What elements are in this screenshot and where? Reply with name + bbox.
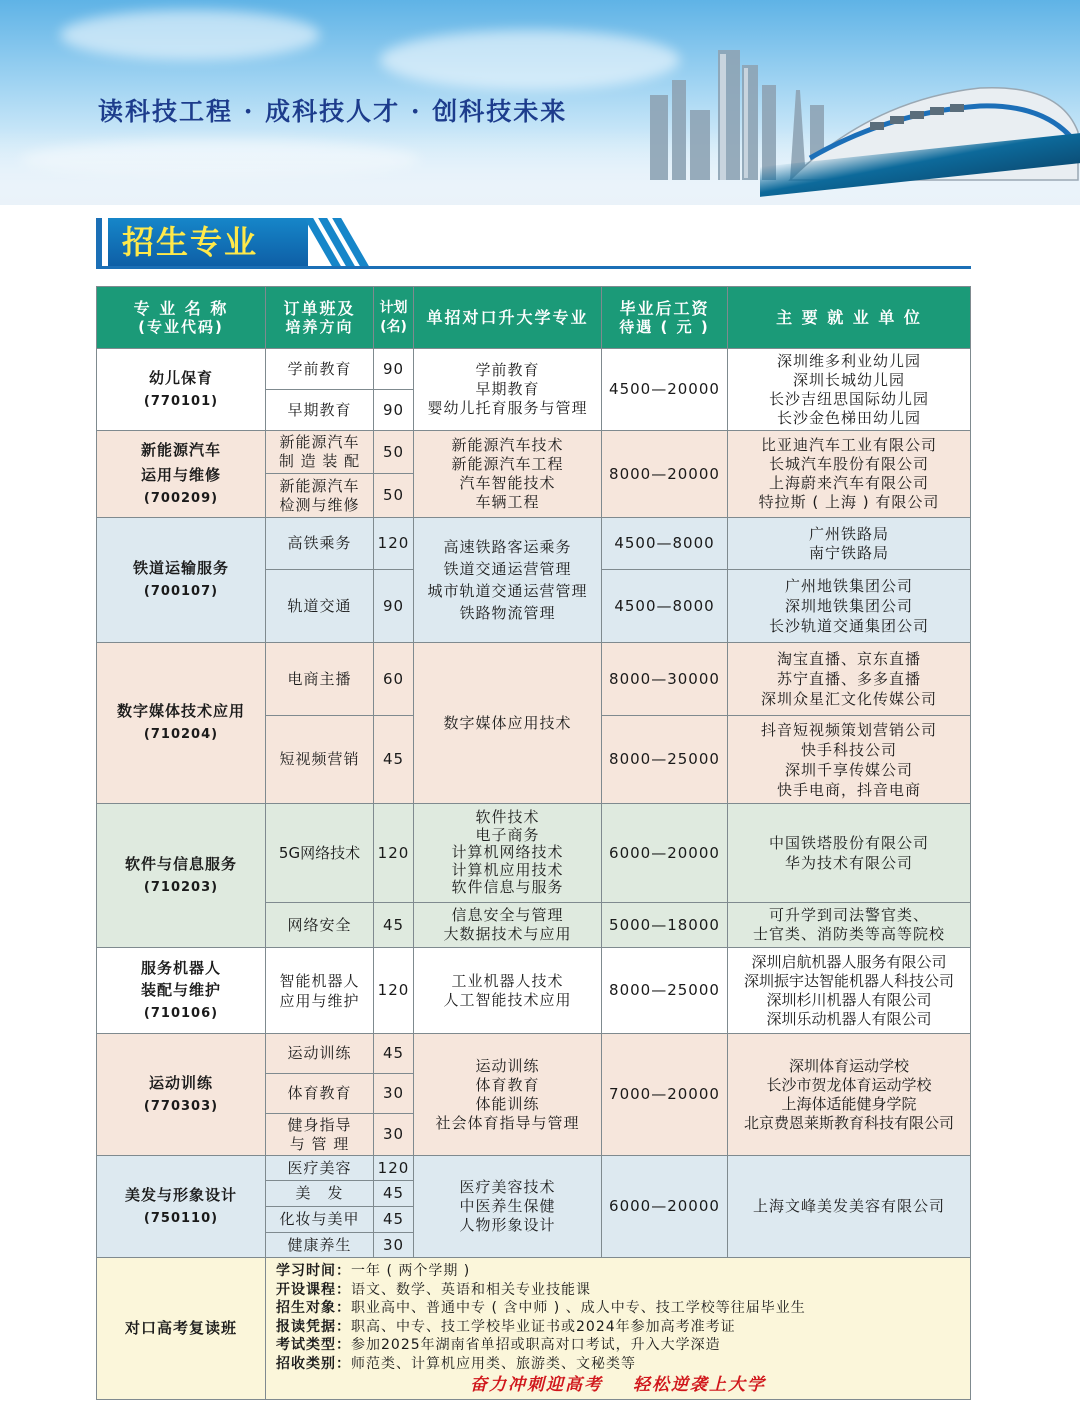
plan-cell: 30: [374, 1114, 414, 1156]
section-underline: [96, 266, 971, 269]
enrollment-table: [96, 286, 971, 1400]
class-cell: 健身指导 与 管 理: [266, 1114, 374, 1156]
header-class: 订单班及 培养方向: [266, 287, 374, 349]
class-cell: 美 发: [266, 1181, 374, 1207]
repeat-class-info: [266, 1258, 971, 1400]
class-cell: 健康养生: [266, 1233, 374, 1258]
plan-cell: 120: [374, 948, 414, 1034]
class-cell: 轨道交通: [266, 570, 374, 643]
university-major-cell: 信息安全与管理 大数据技术与应用: [414, 903, 602, 948]
class-cell: 医疗美容: [266, 1156, 374, 1181]
major-name-cell: 铁道运输服务 (700107): [97, 518, 266, 643]
employer-cell: 深圳启航机器人服务有限公司 深圳振宇达智能机器人科技公司 深圳杉川机器人有限公司 深圳乐动机器人有限公司: [728, 948, 971, 1034]
plan-cell: 120: [374, 518, 414, 570]
class-cell: 网络安全: [266, 903, 374, 948]
salary-cell: 6000—20000: [602, 804, 728, 903]
plan-cell: 60: [374, 643, 414, 716]
class-cell: 高铁乘务: [266, 518, 374, 570]
employer-cell: 抖音短视频策划营销公司 快手科技公司 深圳千享传媒公司 快手电商，抖音电商: [728, 716, 971, 804]
employer-cell: 淘宝直播、京东直播 苏宁直播、多多直播 深圳众星汇文化传媒公司: [728, 643, 971, 716]
major-name-cell: 运动训练 (770303): [97, 1034, 266, 1156]
table-row: [97, 431, 971, 474]
plan-cell: 45: [374, 903, 414, 948]
major-name-cell: 软件与信息服务 (710203): [97, 804, 266, 948]
class-cell: 短视频营销: [266, 716, 374, 804]
employer-cell: 广州地铁集团公司 深圳地铁集团公司 长沙轨道交通集团公司: [728, 570, 971, 643]
salary-cell: 5000—18000: [602, 903, 728, 948]
plan-cell: 90: [374, 390, 414, 431]
info-line: 开设课程：语文、数学、英语和相关专业技能课: [276, 1281, 591, 1298]
plan-cell: 120: [374, 804, 414, 903]
salary-cell: 7000—20000: [602, 1034, 728, 1156]
major-name-cell: 新能源汽车 运用与维修 (700209): [97, 431, 266, 518]
class-cell: 体育教育: [266, 1074, 374, 1114]
motto-slogan: 奋力冲刺迎高考 轻松逆袭上大学: [470, 1375, 766, 1396]
plan-cell: 50: [374, 431, 414, 474]
table-row: [97, 1156, 971, 1181]
salary-cell: 8000—25000: [602, 948, 728, 1034]
university-major-cell: 软件技术 电子商务 计算机网络技术 计算机应用技术 软件信息与服务: [414, 804, 602, 903]
plan-cell: 45: [374, 1034, 414, 1074]
university-major-cell: 工业机器人技术 人工智能技术应用: [414, 948, 602, 1034]
table-row: [97, 349, 971, 390]
university-major-cell: 新能源汽车技术 新能源汽车工程 汽车智能技术 车辆工程: [414, 431, 602, 518]
plan-cell: 45: [374, 1207, 414, 1233]
employer-cell: 上海文峰美发美容有限公司: [728, 1156, 971, 1258]
employer-cell: 深圳维多利业幼儿园 深圳长城幼儿园 长沙吉纽思国际幼儿园 长沙金色梯田幼儿园: [728, 349, 971, 431]
plan-cell: 50: [374, 474, 414, 518]
class-cell: 5G网络技术: [266, 804, 374, 903]
plan-cell: 90: [374, 570, 414, 643]
university-major-cell: 高速铁路客运乘务 铁道交通运营管理 城市轨道交通运营管理 铁路物流管理: [414, 518, 602, 643]
info-line: 考试类型：参加2025年湖南省单招或职高对口考试，升入大学深造: [276, 1337, 721, 1354]
info-line: 报读凭据：职高、中专、技工学校毕业证书或2024年参加高考准考证: [276, 1318, 736, 1335]
info-line: 学习时间：一年 ( 两个学期 ): [276, 1263, 471, 1280]
info-line: 招生对象：职业高中、普通中专 ( 含中师 ) 、成人中专、技工学校等往届毕业生: [276, 1300, 806, 1317]
university-major-cell: 学前教育 早期教育 婴幼儿托育服务与管理: [414, 349, 602, 431]
salary-cell: 6000—20000: [602, 1156, 728, 1258]
banner-slogan: 读科技工程 · 成科技人才 · 创科技未来: [98, 97, 568, 126]
plan-cell: 45: [374, 716, 414, 804]
section-header: [96, 216, 971, 268]
plan-cell: 45: [374, 1181, 414, 1207]
major-name-cell: 数字媒体技术应用 (710204): [97, 643, 266, 804]
header-university-major: 单招对口升大学专业: [414, 287, 602, 349]
class-cell: 电商主播: [266, 643, 374, 716]
info-line: 招收类别：师范类、计算机应用类、旅游类、文秘类等: [276, 1355, 636, 1372]
class-cell: 学前教育: [266, 349, 374, 390]
class-cell: 新能源汽车 检测与维修: [266, 474, 374, 518]
salary-cell: 8000—20000: [602, 431, 728, 518]
employer-cell: 比亚迪汽车工业有限公司 长城汽车股份有限公司 上海蔚来汽车有限公司 特拉斯 ( 上海 ) 有限公司: [728, 431, 971, 518]
table-row: [97, 1034, 971, 1074]
major-name-cell: 服务机器人 装配与维护 (710106): [97, 948, 266, 1034]
major-name-cell: 美发与形象设计 (750110): [97, 1156, 266, 1258]
class-cell: 化妆与美甲: [266, 1207, 374, 1233]
section-accent-bar: [96, 218, 102, 266]
salary-cell: 4500—8000: [602, 518, 728, 570]
section-title: 招生专业: [108, 218, 308, 266]
table-row: [97, 804, 971, 903]
salary-cell: 8000—25000: [602, 716, 728, 804]
table-row: [97, 643, 971, 716]
university-major-cell: 数字媒体应用技术: [414, 643, 602, 804]
salary-cell: 4500—8000: [602, 570, 728, 643]
plan-cell: 120: [374, 1156, 414, 1181]
cloud-decoration: [60, 10, 320, 60]
class-cell: 早期教育: [266, 390, 374, 431]
university-major-cell: 运动训练 体育教育 体能训练 社会体育指导与管理: [414, 1034, 602, 1156]
table-row: [97, 948, 971, 1034]
university-major-cell: 医疗美容技术 中医养生保健 人物形象设计: [414, 1156, 602, 1258]
salary-cell: 4500—20000: [602, 349, 728, 431]
employer-cell: 深圳体育运动学校 长沙市贺龙体育运动学校 上海体适能健身学院 北京费恩莱斯教育科技有限公司: [728, 1034, 971, 1156]
table-row: [97, 1258, 971, 1400]
employer-cell: 广州铁路局 南宁铁路局: [728, 518, 971, 570]
major-name-cell: 幼儿保育 (770101): [97, 349, 266, 431]
class-cell: 智能机器人 应用与维护: [266, 948, 374, 1034]
table-row: [97, 518, 971, 570]
cloud-decoration: [380, 30, 680, 90]
employer-cell: 可升学到司法警官类、 士官类、消防类等高等院校: [728, 903, 971, 948]
header-salary: 毕业后工资 待遇 ( 元 ): [602, 287, 728, 349]
class-cell: 新能源汽车 制 造 装 配: [266, 431, 374, 474]
header-banner: [0, 0, 1080, 205]
header-major: 专 业 名 称 (专业代码): [97, 287, 266, 349]
salary-cell: 8000—30000: [602, 643, 728, 716]
table-header-row: [97, 287, 971, 349]
plan-cell: 30: [374, 1074, 414, 1114]
header-employer: 主 要 就 业 单 位: [728, 287, 971, 349]
major-name-cell: 对口高考复读班: [97, 1258, 266, 1400]
class-cell: 运动训练: [266, 1034, 374, 1074]
header-plan: 计划 (名): [374, 287, 414, 349]
plan-cell: 30: [374, 1233, 414, 1258]
employer-cell: 中国铁塔股份有限公司 华为技术有限公司: [728, 804, 971, 903]
plan-cell: 90: [374, 349, 414, 390]
